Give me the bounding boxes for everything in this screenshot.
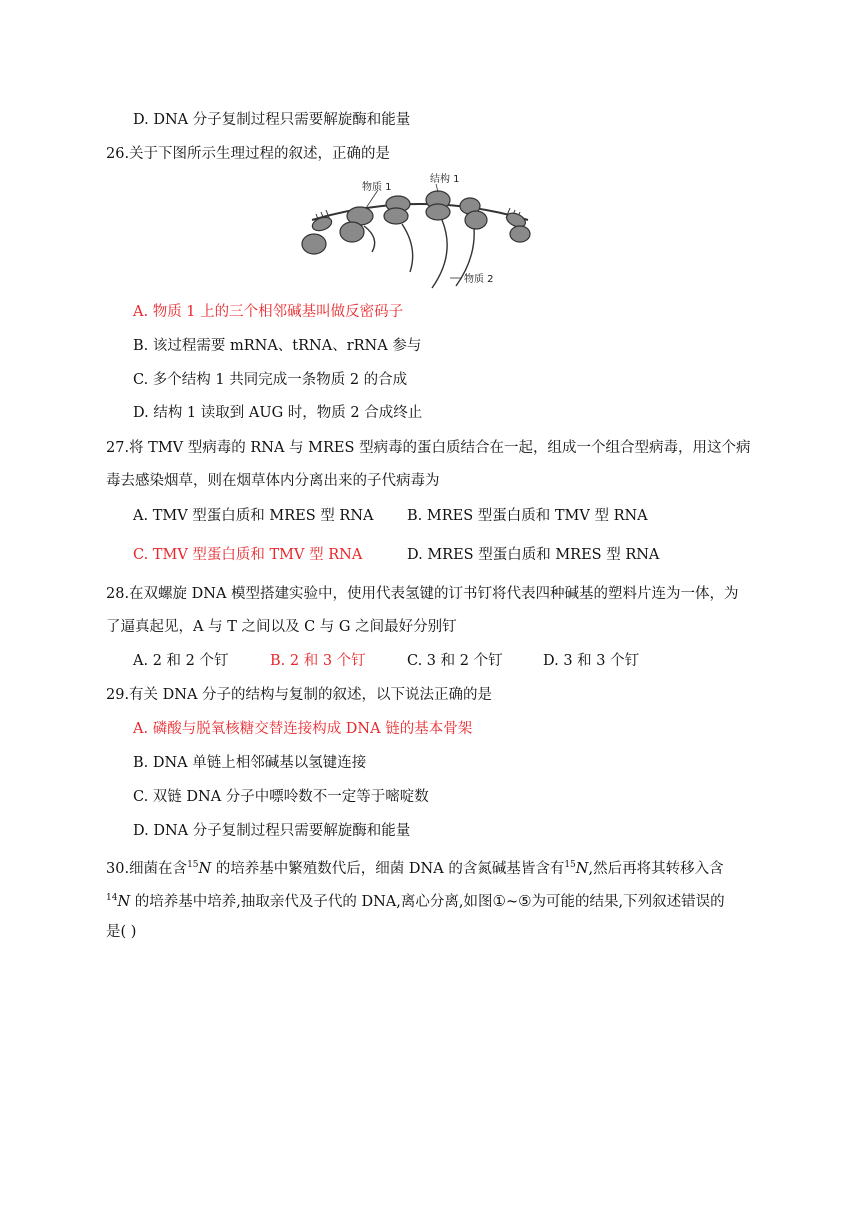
tilde: ~ xyxy=(505,893,519,910)
question-30-line1 xyxy=(106,855,724,879)
q29-option-c: C. 双链 DNA 分子中嘌呤数不一定等于嘧啶数 xyxy=(133,789,429,805)
q30-text-2b: 为可能的结果,下列叙述错误的 xyxy=(531,893,725,910)
ribosomes xyxy=(302,191,530,254)
q26-option-c: C. 多个结构 1 共同完成一条物质 2 的合成 xyxy=(133,372,408,388)
q30-text-1a: 30.细菌在含 xyxy=(106,860,188,877)
q27-option-a: A. TMV 型蛋白质和 MRES 型 RNA xyxy=(133,508,374,524)
q26-option-d: D. 结构 1 读取到 AUG 时，物质 2 合成终止 xyxy=(133,405,423,421)
label-substance-1: 物质 1 xyxy=(362,182,392,193)
n15-superscript-2: 15 xyxy=(564,860,576,870)
n-symbol-2: N xyxy=(575,860,589,877)
question-29: 29.有关 DNA 分子的结构与复制的叙述，以下说法正确的是 xyxy=(106,687,493,703)
q29-option-a: A. 磷酸与脱氧核糖交替连接构成 DNA 链的基本骨架 xyxy=(133,721,473,737)
q27-option-b: B. MRES 型蛋白质和 TMV 型 RNA xyxy=(407,508,648,524)
question-30-line2 xyxy=(106,888,725,912)
q28-option-b: B. 2 和 3 个钉 xyxy=(270,653,366,669)
q29-option-b: B. DNA 单链上相邻碱基以氢键连接 xyxy=(133,755,367,771)
q30-text-1b: 的培养基中繁殖数代后，细菌 DNA 的含氮碱基皆含有 xyxy=(215,860,565,877)
question-27-line2: 毒去感染烟草，则在烟草体内分离出来的子代病毒为 xyxy=(106,473,440,489)
n15-superscript: 15 xyxy=(187,860,199,870)
prev-option-d: D. DNA 分子复制过程只需要解旋酶和能量 xyxy=(133,112,411,128)
q26-option-a: A. 物质 1 上的三个相邻碱基叫做反密码子 xyxy=(133,304,404,320)
label-substance-2: 物质 2 xyxy=(464,274,494,285)
n-symbol-3: N xyxy=(117,893,131,910)
question-27-line1: 27.将 TMV 型病毒的 RNA 与 MRES 型病毒的蛋白质结合在一起，组成一个组合型病毒，用这个病 xyxy=(106,440,751,456)
n-symbol: N xyxy=(198,860,212,877)
circled-1: ① xyxy=(492,891,506,910)
question-30-line3: 是( ) xyxy=(106,924,137,940)
question-26: 26.关于下图所示生理过程的叙述，正确的是 xyxy=(106,146,391,162)
q30-text-1c: ,然后再将其转移入含 xyxy=(588,860,724,877)
q27-option-d: D. MRES 型蛋白质和 MRES 型 RNA xyxy=(407,547,660,563)
q28-option-a: A. 2 和 2 个钉 xyxy=(133,653,229,669)
q28-option-c: C. 3 和 2 个钉 xyxy=(407,653,503,669)
question-28-line1: 28.在双螺旋 DNA 模型搭建实验中，使用代表氢键的订书钉将代表四种碱基的塑料片连为一体，为 xyxy=(106,586,739,602)
q27-option-c: C. TMV 型蛋白质和 TMV 型 RNA xyxy=(133,547,363,563)
mrna-strand xyxy=(312,204,528,220)
q30-text-2a: 的培养基中培养,抽取亲代及子代的 DNA,离心分离,如图 xyxy=(134,893,493,910)
q26-option-b: B. 该过程需要 mRNA、tRNA、rRNA 参与 xyxy=(133,338,422,354)
q28-option-d: D. 3 和 3 个钉 xyxy=(543,653,640,669)
label-structure-1: 结构 1 xyxy=(430,174,460,185)
q29-option-d: D. DNA 分子复制过程只需要解旋酶和能量 xyxy=(133,823,411,839)
circled-5: ⑤ xyxy=(518,891,532,910)
question-28-line2: 了逼真起见，A 与 T 之间以及 C 与 G 之间最好分别钉 xyxy=(106,619,457,635)
polysome-figure xyxy=(300,168,540,292)
n14-superscript: 14 xyxy=(106,893,118,903)
